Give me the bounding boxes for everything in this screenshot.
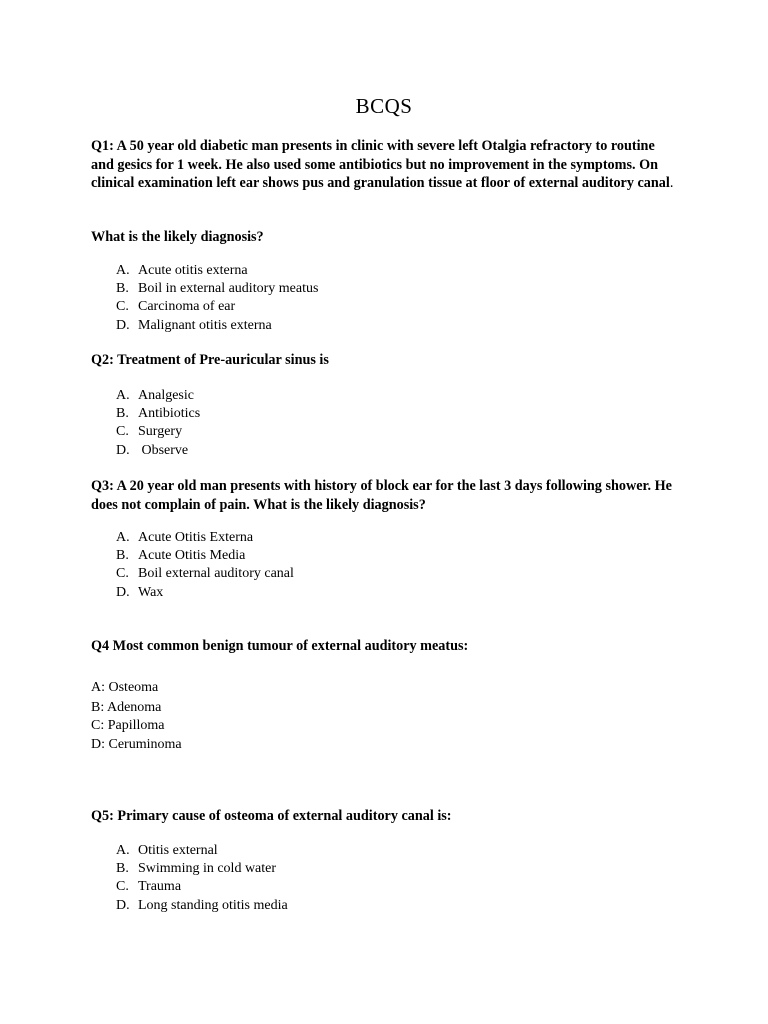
option-letter: A. (116, 388, 130, 403)
option-text: Trauma (138, 879, 182, 895)
page-title: BCQS (355, 94, 413, 118)
option-text: Otitis external (138, 843, 218, 858)
question-2: Q2: Treatment of Pre-auricular sinus is (91, 352, 329, 368)
option-text: Boil in external auditory meatus (138, 281, 319, 297)
option-2b[interactable] (116, 405, 200, 423)
option-letter: B. (116, 861, 129, 877)
option-3a[interactable] (116, 529, 294, 547)
option-letter: D. (116, 442, 130, 458)
question-3-options (116, 529, 294, 602)
option-letter: A. (116, 530, 130, 545)
option-text: Analgesic (138, 388, 194, 403)
question-4-options (91, 679, 182, 754)
option-letter: D. (116, 317, 130, 333)
question-3: Q3: A 20 year old man presents with history of block ear for the last 3 days following shower. He does not complain of pain. What is the likely diagnosis? (91, 478, 672, 513)
option-letter: D. (116, 584, 130, 600)
option-letter: B. (116, 281, 129, 297)
option-text: Swimming in cold water (138, 861, 277, 877)
option-4b[interactable]: B: Adenoma (91, 700, 162, 716)
option-4c[interactable]: C: Papilloma (91, 718, 165, 734)
question-1-tail: . (669, 175, 674, 191)
option-1a[interactable] (116, 262, 318, 280)
option-text: Long standing otitis media (138, 897, 288, 913)
option-5d[interactable] (116, 897, 288, 915)
question-4: Q4 Most common benign tumour of external auditory meatus: (91, 638, 469, 654)
option-4d[interactable]: D: Ceruminoma (91, 736, 182, 752)
question-1-options (116, 262, 318, 335)
option-5b[interactable] (116, 860, 288, 878)
question-5: Q5: Primary cause of osteoma of external auditory canal is: (91, 808, 452, 824)
option-2a[interactable] (116, 387, 200, 405)
option-5c[interactable] (116, 878, 288, 896)
question-1-text: Q1: A 50 year old diabetic man presents in clinic with severe left Otalgia refractory to routine and gesics for 1 week. He also used some antibiotics but no improvement in the symptoms. On clinical examination left ear shows pus and granulation tissue at floor of external auditory canal (91, 138, 670, 191)
option-text: Observe (138, 442, 189, 458)
option-letter: C. (116, 299, 129, 315)
question-5-options (116, 842, 288, 915)
option-3b[interactable] (116, 547, 294, 565)
option-3c[interactable] (116, 565, 294, 583)
option-4a[interactable]: A: Osteoma (91, 680, 159, 695)
option-text: Acute Otitis Externa (138, 530, 254, 545)
question-1 (91, 137, 681, 193)
option-2d[interactable] (116, 442, 200, 460)
option-1b[interactable] (116, 280, 318, 298)
option-letter: A. (116, 263, 130, 278)
option-letter: D. (116, 897, 130, 913)
option-text: Surgery (138, 424, 183, 440)
option-letter: B. (116, 406, 129, 422)
option-text: Malignant otitis externa (138, 317, 272, 333)
question-2-options (116, 387, 200, 460)
option-letter: A. (116, 843, 130, 858)
option-5a[interactable] (116, 842, 288, 860)
option-letter: C. (116, 566, 129, 582)
option-letter: B. (116, 548, 129, 564)
option-letter: C. (116, 424, 129, 440)
option-text: Antibiotics (138, 406, 201, 422)
option-letter: C. (116, 879, 129, 895)
option-1d[interactable] (116, 317, 318, 335)
option-text: Carcinoma of ear (138, 299, 236, 315)
option-2c[interactable] (116, 423, 200, 441)
option-text: Boil external auditory canal (138, 566, 294, 582)
option-3d[interactable] (116, 584, 294, 602)
option-text: Acute otitis externa (138, 263, 248, 278)
question-1-prompt: What is the likely diagnosis? (91, 229, 264, 245)
option-text: Wax (138, 584, 164, 600)
option-text: Acute Otitis Media (138, 548, 246, 564)
option-1c[interactable] (116, 298, 318, 316)
